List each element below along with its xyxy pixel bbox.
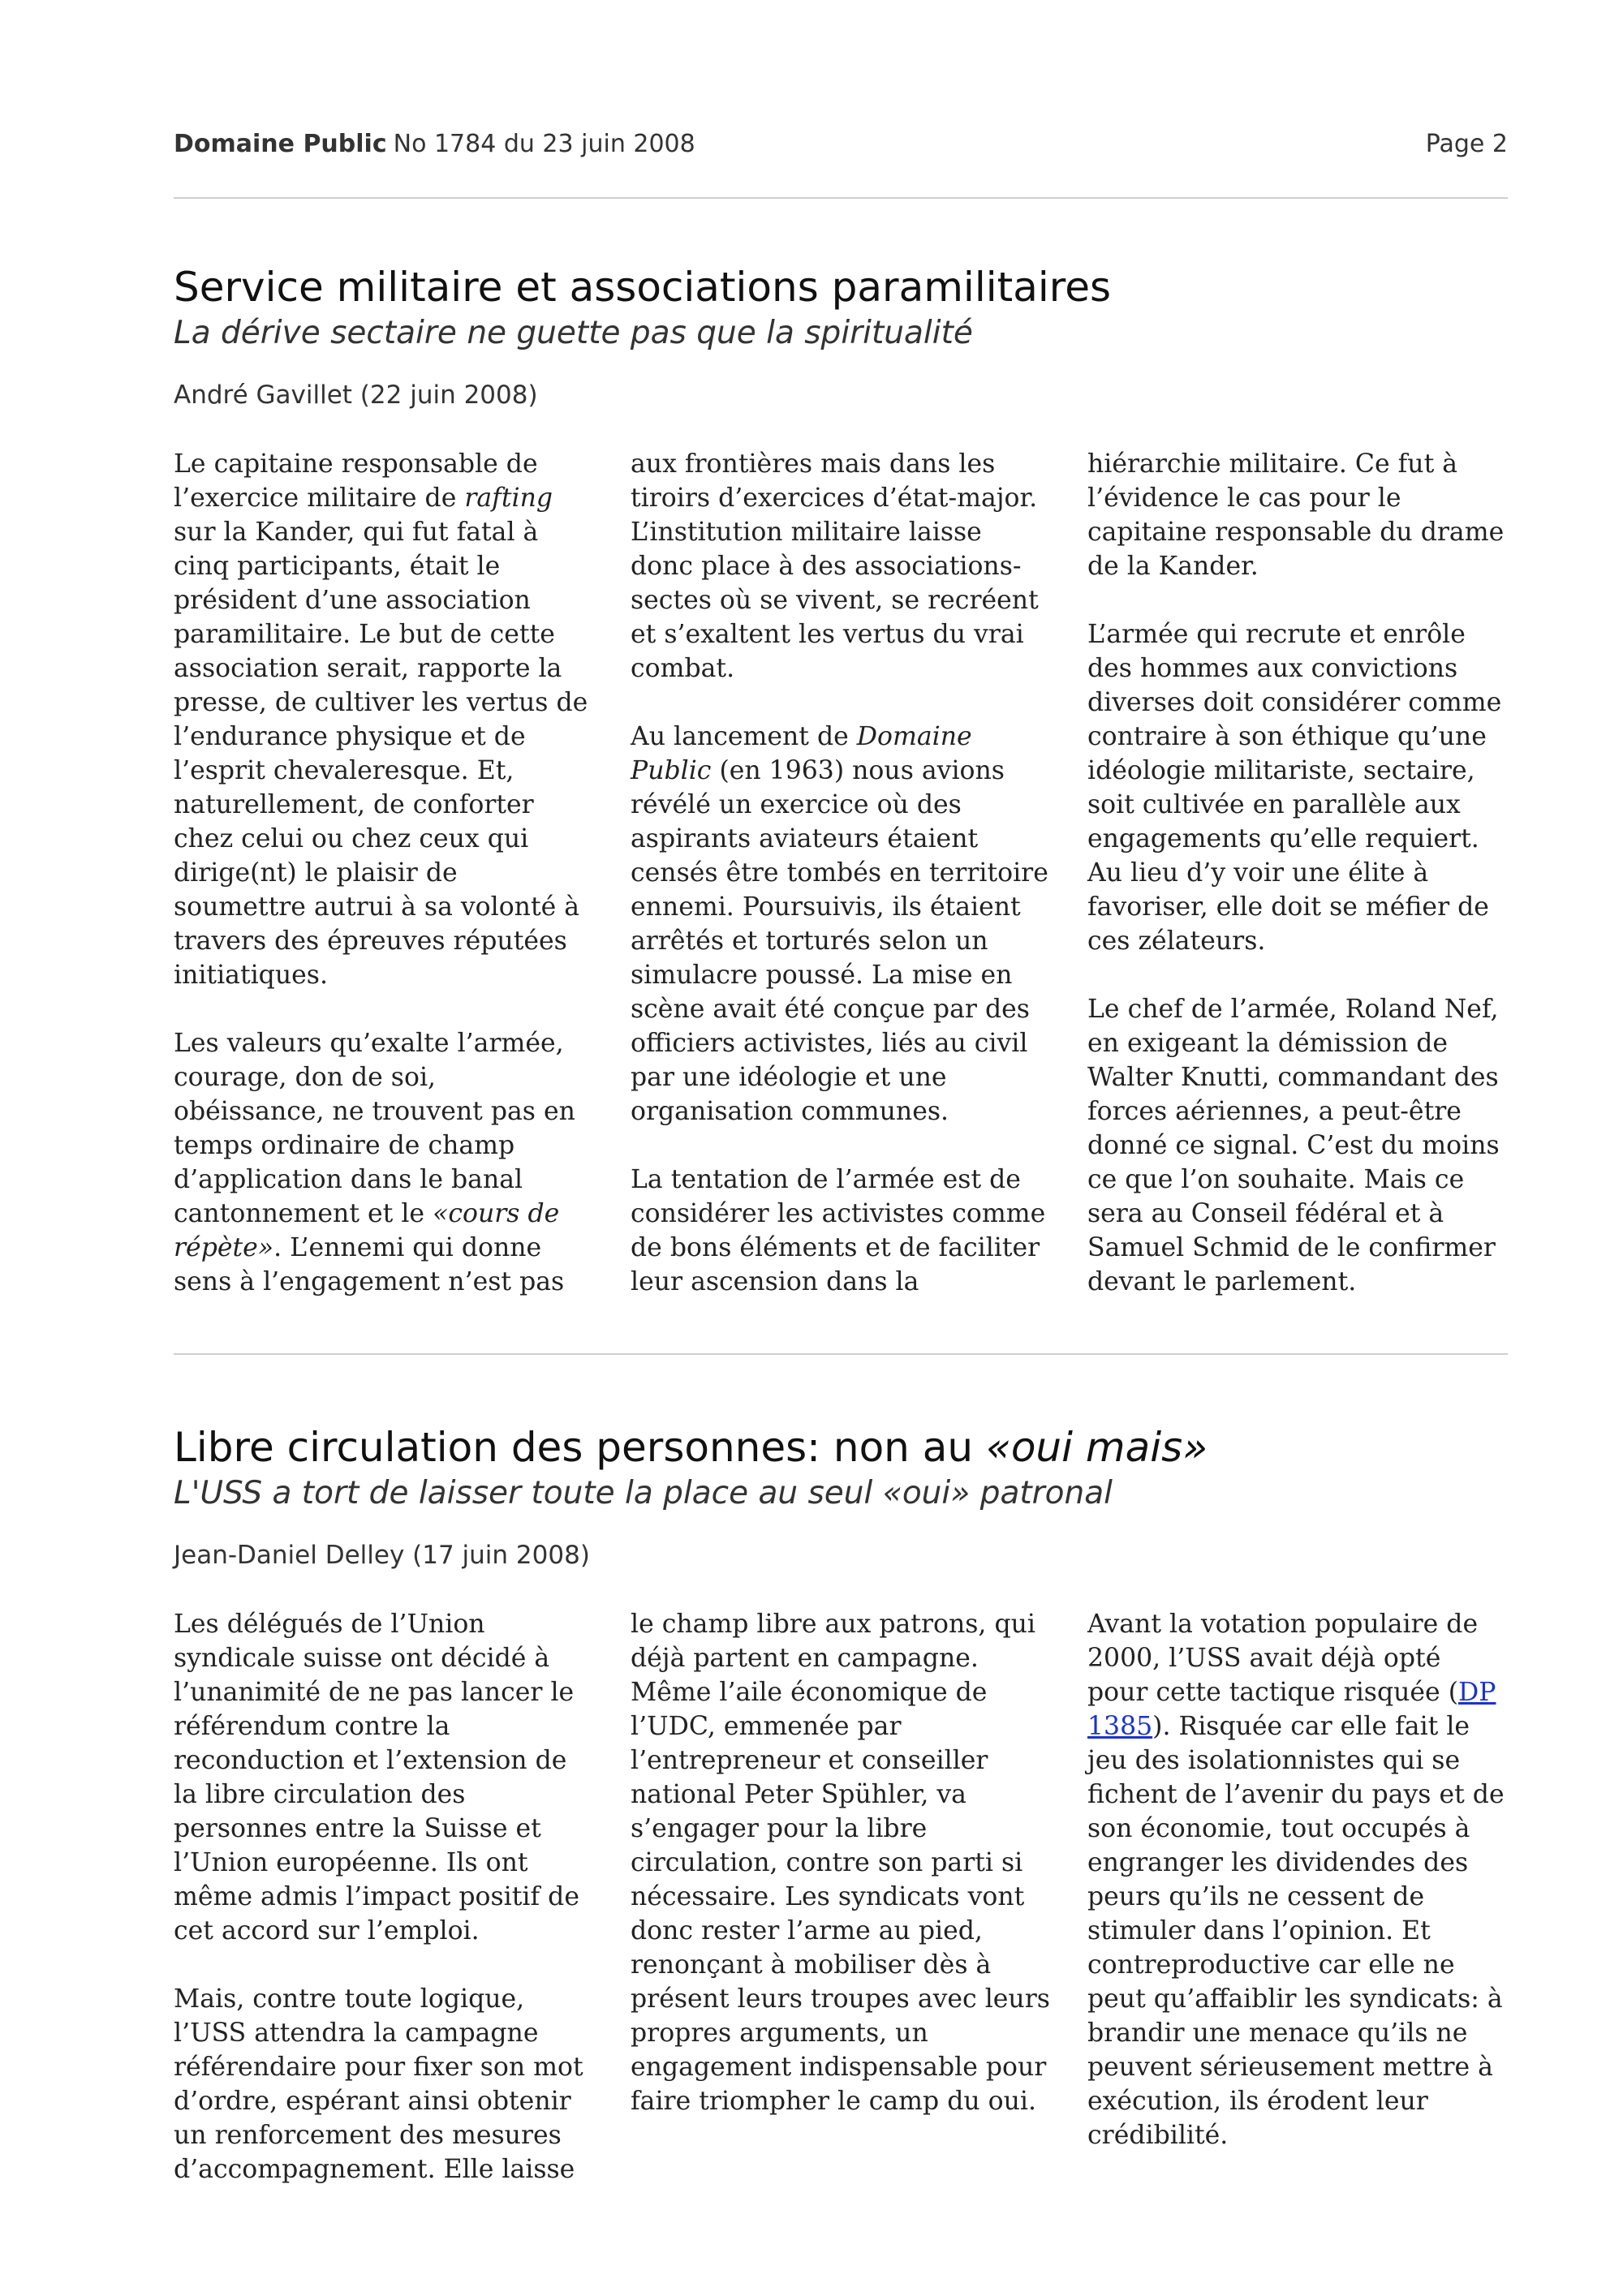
article-subtitle: L'USS a tort de laisser toute la place au seul «oui» patronal (174, 1475, 1113, 1511)
column-3 (1087, 1607, 1508, 2186)
article-divider (174, 1353, 1508, 1355)
article-title: Libre circulation des personnes: non au «oui mais» (174, 1424, 1208, 1471)
column-3 (1087, 447, 1508, 1299)
column-2 (631, 1607, 1051, 2186)
article-columns (174, 1607, 1508, 2186)
article-byline: Jean-Daniel Delley (17 juin 2008) (174, 1541, 590, 1570)
article-title: Service militaire et associations paramilitaires (174, 264, 1112, 311)
paragraph: Le capitaine responsable de l’exercice militaire de rafting sur la Kander, qui fut fatal à cinq participants, était le président d’une association paramilitaire. Le but de cette association serait, rapporte la presse, de cultiver les vertus de l’endurance physique et de l’esprit chevaleresque. Et, naturellement, de conforter chez celui ou chez ceux qui dirige(nt) le plaisir de soumettre autrui à sa volonté à travers des épreuves réputées initiatiques. (174, 449, 588, 990)
paragraph: Avant la votation populaire de 2000, l’USS avait déjà opté pour cette tactique risquée (DP 1385). Risquée car elle fait le jeu des isolationnistes qui se fichent de l’avenir du pays et de son économie, tout occupés à engranger les dividendes des peurs qu’ils ne cessent de stimuler dans l’opinion. Et contreproductive car elle ne peut qu’affaiblir les syndicats: à brandir une menace qu’ils ne peuvent sérieusement mettre à exécution, ils érodent leur crédibilité. (1087, 1610, 1505, 2150)
paragraph: aux frontières mais dans les tiroirs d’exercices d’état-major. L’institution militaire laisse donc place à des associations-sectes où se vivent, se recréent et s’exaltent les vertus du vrai combat. (631, 449, 1039, 683)
page-header (174, 130, 1508, 170)
reference-link[interactable]: DP 1385 (1087, 1678, 1496, 1741)
page-number: Page 2 (1425, 130, 1508, 158)
paragraph: L’armée qui recrute et enrôle des hommes aux convictions diverses doit considérer comme contraire à son éthique qu’une idéologie militariste, sectaire, soit cultivée en parallèle aux engagements qu’elle requiert. Au lieu d’y voir une élite à favoriser, elle doit se méfier de ces zélateurs. (1087, 620, 1502, 956)
article-1 (174, 262, 1508, 1299)
article-subtitle: La dérive sectaire ne guette pas que la spiritualité (174, 315, 973, 351)
header-divider (174, 197, 1508, 199)
paragraph: Le chef de l’armée, Roland Nef, en exigeant la démission de Walter Knutti, commandant des forces aériennes, a peut-être donné ce signal. C’est du moins ce que l’on souhaite. Mais ce sera au Conseil fédéral et à Samuel Schmid de le confirmer devant le parlement. (1087, 995, 1500, 1296)
article-byline: André Gavillet (22 juin 2008) (174, 381, 538, 410)
publication-name: Domaine Public (174, 130, 387, 158)
issue-info: No 1784 du 23 juin 2008 (393, 130, 695, 158)
article-2 (174, 1422, 1508, 2186)
column-1 (174, 447, 594, 1299)
paragraph: hiérarchie militaire. Ce fut à l’évidence le cas pour le capitaine responsable du drame de la Kander. (1087, 449, 1505, 581)
paragraph: Les délégués de l’Union syndicale suisse ont décidé à l’unanimité de ne pas lancer le référendum contre la reconduction et l’extension de la libre circulation des personnes entre la Suisse et l’Union européenne. Ils ont même admis l’impact positif de cet accord sur l’emploi. (174, 1610, 579, 1946)
paragraph: Mais, contre toute logique, l’USS attendra la campagne référendaire pour fixer son mot d’ordre, espérant ainsi obtenir un renforcement des mesures d’accompagnement. Elle laisse (174, 1984, 583, 2184)
column-2 (631, 447, 1051, 1299)
paragraph: Au lancement de Domaine Public (en 1963) nous avions révélé un exercice où des aspirants aviateurs étaient censés être tombés en territoire ennemi. Poursuivis, ils étaient arrêtés et torturés selon un simulacre poussé. La mise en scène avait été conçue par des officiers activistes, liés au civil par une idéologie et une organisation communes. (631, 722, 1048, 1126)
paragraph: Les valeurs qu’exalte l’armée, courage, don de soi, obéissance, ne trouvent pas en temps ordinaire de champ d’application dans le banal cantonnement et le «cours de répète». L’ennemi qui donne sens à l’engagement n’est pas (174, 1029, 575, 1296)
paragraph: La tentation de l’armée est de considérer les activistes comme de bons éléments et de faciliter leur ascension dans la (631, 1165, 1046, 1296)
column-1 (174, 1607, 594, 2186)
article-columns (174, 447, 1508, 1299)
paragraph: le champ libre aux patrons, qui déjà partent en campagne. Même l’aile économique de l’UDC, emmenée par l’entrepreneur et conseiller national Peter Spühler, va s’engager pour la libre circulation, contre son parti si nécessaire. Les syndicats vont donc rester l’arme au pied, renonçant à mobiliser dès à présent leurs troupes avec leurs propres arguments, un engagement indispensable pour faire triompher le camp du oui. (631, 1610, 1050, 2116)
